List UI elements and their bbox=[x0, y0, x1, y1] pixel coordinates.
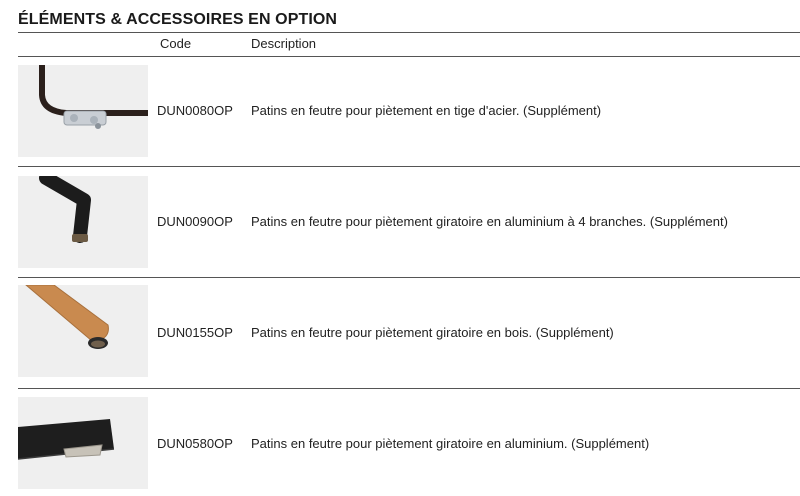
row-description: Patins en feutre pour piètement giratoire en bois. (Supplément) bbox=[251, 325, 614, 340]
row-description: Patins en feutre pour piètement en tige d'acier. (Supplément) bbox=[251, 103, 602, 118]
table-row bbox=[0, 389, 800, 496]
column-header-description: Description bbox=[251, 36, 317, 51]
row-description: Patins en feutre pour piètement giratoire en aluminium. (Supplément) bbox=[251, 436, 650, 451]
product-image-aluminium-glide bbox=[18, 397, 148, 489]
column-header-code: Code bbox=[160, 36, 192, 51]
table-row bbox=[0, 57, 800, 167]
title-rule bbox=[18, 32, 800, 33]
product-image-wood-glide bbox=[18, 285, 148, 377]
product-image-steel-rod-glide bbox=[18, 65, 148, 157]
section-title: ÉLÉMENTS & ACCESSOIRES EN OPTION bbox=[18, 11, 338, 28]
row-code: DUN0090OP bbox=[157, 214, 233, 229]
table-row bbox=[0, 167, 800, 277]
table-row bbox=[0, 278, 800, 388]
row-code: DUN0580OP bbox=[157, 436, 233, 451]
row-code: DUN0155OP bbox=[157, 325, 233, 340]
product-image-aluminium-4-branch-glide bbox=[18, 176, 148, 268]
row-code: DUN0080OP bbox=[157, 103, 233, 118]
row-description: Patins en feutre pour piètement giratoire en aluminium à 4 branches. (Supplément) bbox=[251, 214, 728, 229]
